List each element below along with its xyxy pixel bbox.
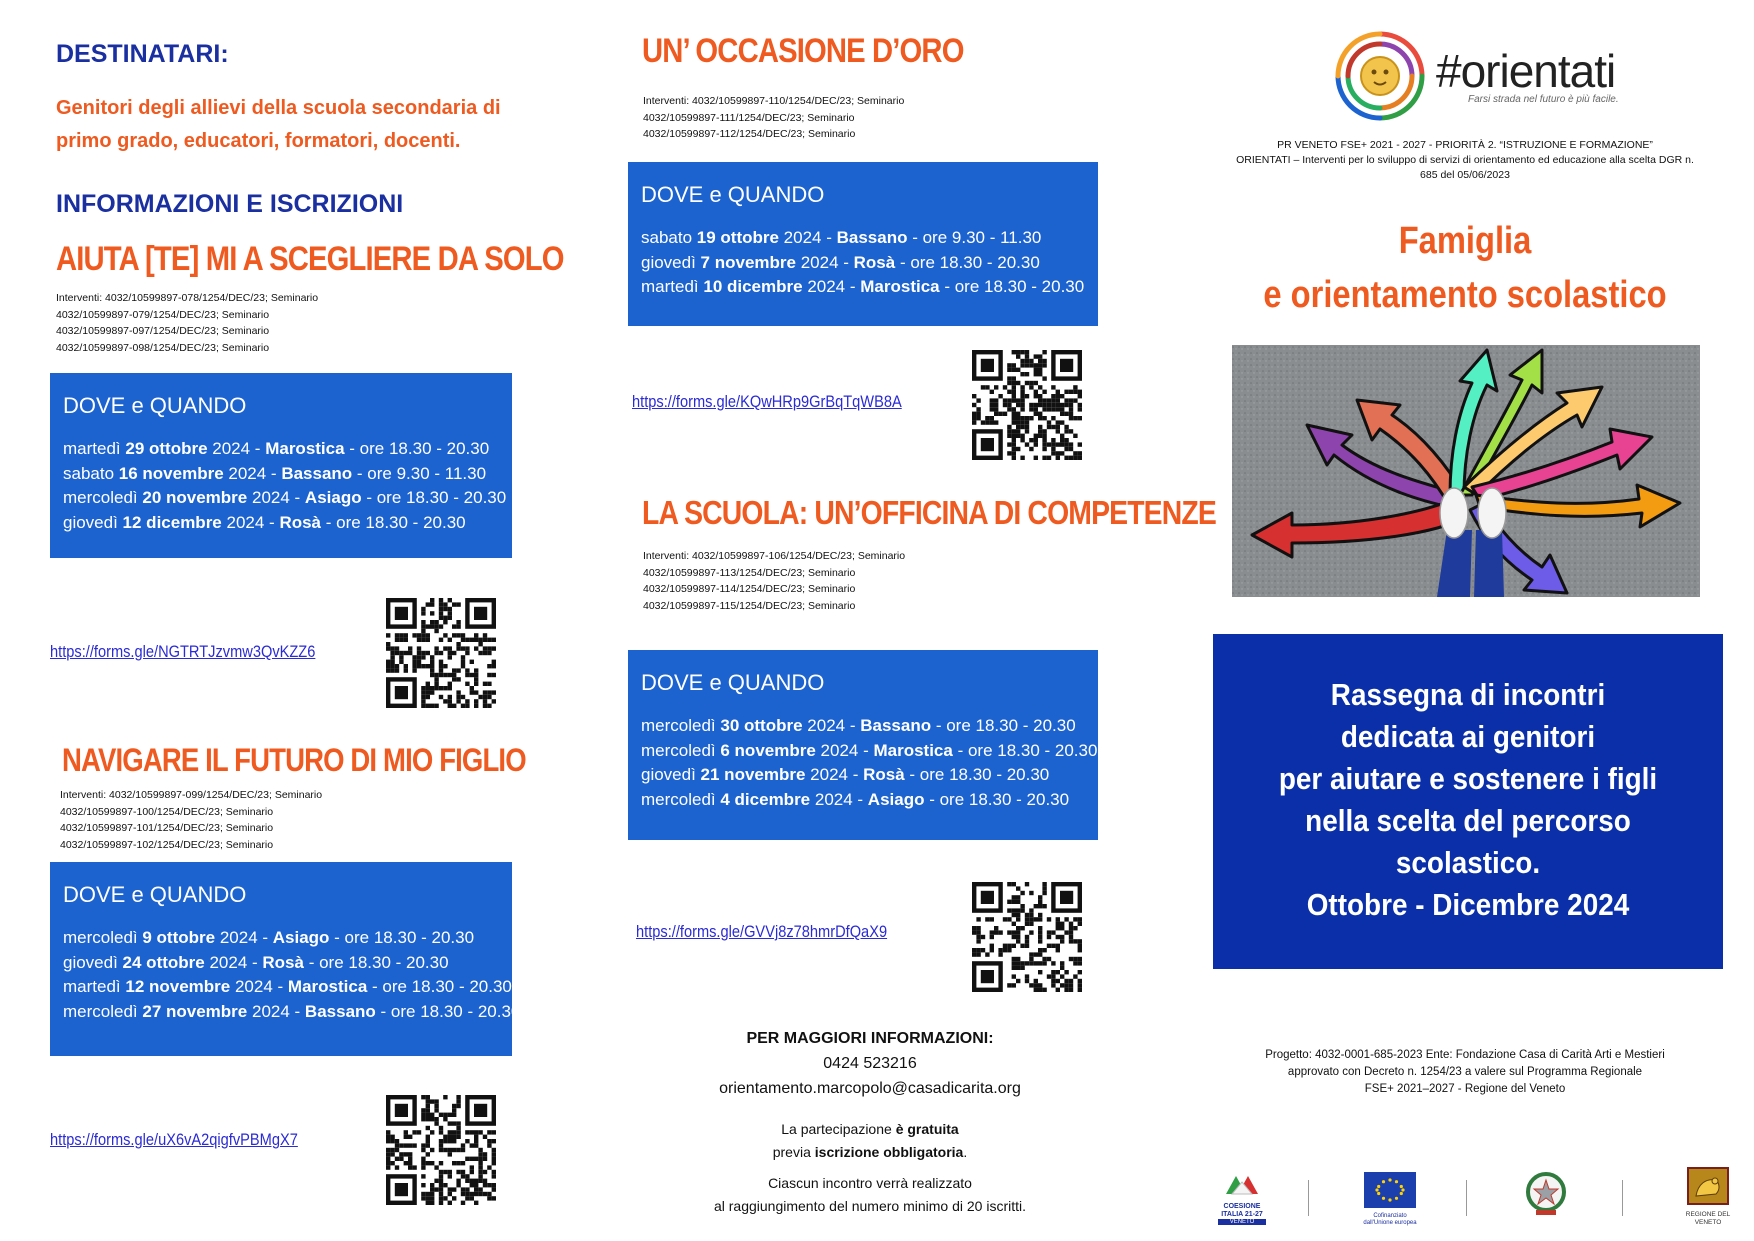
schedule-box-occasione — [628, 162, 1098, 326]
destinatari-text: Genitori degli allievi della scuola secondaria di primo grado, educatori, formatori, docenti. — [56, 97, 501, 152]
codes-scuola — [643, 548, 905, 614]
registration-link-occasione[interactable]: https://forms.gle/KQwHRp9GrBqTqWB8A — [632, 392, 902, 411]
banner-line: nella scelta del percorso — [1305, 803, 1631, 838]
participation-note — [640, 1118, 1100, 1164]
registration-link-navigare[interactable]: https://forms.gle/uX6vA2qigfvPBMgX7 — [50, 1130, 298, 1149]
code-line: 4032/10599897-100/1254/DEC/23; Seminario — [60, 805, 274, 818]
schedule-row: sabato 19 ottobre 2024 - Bassano - ore 9.30 - 11.30 — [641, 228, 1042, 247]
orientati-tagline: Farsi strada nel futuro è più facile. — [1468, 94, 1619, 105]
program-line: PR VENETO FSE+ 2021 - 2027 - PRIORITÀ 2. “ISTRUZIONE E FORMAZIONE” — [1277, 139, 1653, 151]
section-title-occasione: UN’ OCCASIONE D’ORO — [642, 32, 964, 70]
coesione-sub-label: VENETO — [1218, 1219, 1266, 1225]
coesione-label: COESIONE ITALIA 21-27 — [1221, 1203, 1263, 1218]
participation-line-1: La partecipazione è gratuita — [781, 1121, 959, 1137]
codes-navigare — [60, 787, 322, 853]
schedule-row: martedì 10 dicembre 2024 - Marostica - ore 18.30 - 20.30 — [641, 277, 1085, 296]
code-line: Interventi: 4032/10599897-110/1254/DEC/23; Seminario — [643, 95, 905, 107]
main-title — [1215, 214, 1715, 322]
codes-occasione — [643, 93, 904, 143]
minimum-line-1: Ciascun incontro verrà realizzato — [768, 1175, 972, 1191]
qr-code-icon — [972, 350, 1082, 460]
project-line: FSE+ 2021–2027 - Regione del Veneto — [1364, 1083, 1566, 1095]
project-line: Progetto: 4032-0001-685-2023 Ente: Fondazione Casa di Carità Arti e Mestieri — [1265, 1049, 1665, 1061]
eu-label: Cofinanziato dall'Unione europea — [1363, 1213, 1417, 1226]
logo-divider — [1308, 1180, 1309, 1216]
project-line: approvato con Decreto n. 1254/23 a valere sul Programma Regionale — [1287, 1066, 1643, 1078]
italian-republic-emblem-icon — [1522, 1168, 1570, 1218]
schedule-box-scuola — [628, 650, 1098, 840]
schedule-row: sabato 16 novembre 2024 - Bassano - ore 9.30 - 11.30 — [63, 463, 487, 483]
logo-divider — [1466, 1180, 1467, 1216]
schedule-row: giovedì 21 novembre 2024 - Rosà - ore 18.30 - 20.30 — [641, 765, 1050, 784]
code-line: 4032/10599897-098/1254/DEC/23; Seminario — [56, 341, 270, 354]
contact-phone[interactable]: 0424 523216 — [823, 1055, 917, 1072]
code-line: Interventi: 4032/10599897-099/1254/DEC/23; Seminario — [60, 789, 323, 801]
schedule-row: giovedì 24 ottobre 2024 - Rosà - ore 18.30 - 20.30 — [63, 952, 449, 972]
code-line: 4032/10599897-112/1254/DEC/23; Seminario — [643, 128, 856, 140]
qr-code-icon — [386, 598, 496, 708]
schedule-row: martedì 12 novembre 2024 - Marostica - ore 18.30 - 20.30 — [63, 977, 512, 996]
section-title-scuola: LA SCUOLA: UN’OFFICINA DI COMPETENZE — [642, 494, 1216, 531]
schedule-row: giovedì 12 dicembre 2024 - Rosà - ore 18.30 - 20.30 — [63, 512, 466, 532]
code-line: 4032/10599897-079/1254/DEC/23; Seminario — [56, 308, 270, 321]
box-title: DOVE e QUANDO — [63, 882, 247, 907]
description-banner — [1213, 634, 1723, 969]
eu-logo — [1362, 1172, 1418, 1227]
box-title: DOVE e QUANDO — [641, 670, 825, 695]
box-title: DOVE e QUANDO — [641, 182, 825, 207]
code-line: 4032/10599897-111/1254/DEC/23; Seminario — [643, 111, 855, 124]
code-line: 4032/10599897-097/1254/DEC/23; Seminario — [56, 325, 270, 337]
minimum-line-2: al raggiungimento del numero minimo di 20 iscritti. — [713, 1198, 1027, 1214]
qr-code-icon — [972, 882, 1082, 992]
info-title: INFORMAZIONI E ISCRIZIONI — [56, 190, 404, 218]
schedule-row: giovedì 7 novembre 2024 - Rosà - ore 18.30 - 20.30 — [641, 252, 1040, 272]
participation-line-2: previa iscrizione obbligatoria. — [772, 1144, 968, 1160]
section-title-aiuta: AIUTA [TE] MI A SCEGLIERE DA SOLO — [56, 240, 564, 278]
section-title-navigare: NAVIGARE IL FUTURO DI MIO FIGLIO — [62, 742, 526, 778]
registration-link-aiuta[interactable]: https://forms.gle/NGTRTJzvmw3QvKZZ6 — [50, 642, 316, 661]
lion-of-st-mark-icon — [1686, 1166, 1730, 1206]
banner-line: Ottobre - Dicembre 2024 — [1306, 887, 1630, 922]
contact-title: PER MAGGIORI INFORMAZIONI: — [746, 1030, 994, 1047]
code-line: 4032/10599897-115/1254/DEC/23; Seminario — [643, 599, 856, 612]
banner-line: per aiutare e sostenere i figli — [1278, 761, 1658, 796]
schedule-row: mercoledì 4 dicembre 2024 - Asiago - ore 18.30 - 20.30 — [641, 789, 1070, 809]
main-title-line-2: e orientamento scolastico — [1263, 274, 1667, 316]
coesione-icon — [1222, 1170, 1262, 1198]
minimum-note — [640, 1172, 1100, 1218]
schedule-row: mercoledì 27 novembre 2024 - Bassano - ore 18.30 - 20.30 — [63, 1001, 521, 1021]
eu-flag-icon — [1364, 1172, 1416, 1208]
box-title: DOVE e QUANDO — [63, 393, 247, 418]
project-info — [1215, 1047, 1715, 1098]
logo-divider — [1622, 1180, 1623, 1216]
schedule-row: mercoledì 30 ottobre 2024 - Bassano - ore 18.30 - 20.30 — [641, 716, 1076, 735]
program-line: ORIENTATI – Interventi per lo sviluppo di servizi di orientamento ed educazione alla scelta DGR n. — [1236, 154, 1694, 166]
schedule-row: martedì 29 ottobre 2024 - Marostica - ore 18.30 - 20.30 — [63, 439, 490, 458]
banner-line: scolastico. — [1395, 845, 1541, 880]
code-line: Interventi: 4032/10599897-106/1254/DEC/23; Seminario — [643, 550, 906, 562]
code-line: 4032/10599897-101/1254/DEC/23; Seminario — [60, 822, 274, 834]
contact-block — [640, 1026, 1100, 1101]
program-line: 685 del 05/06/2023 — [1420, 169, 1510, 181]
schedule-box-navigare — [50, 862, 521, 1056]
banner-line: dedicata ai genitori — [1340, 719, 1596, 754]
regione-veneto-logo — [1680, 1166, 1736, 1227]
code-line: 4032/10599897-114/1254/DEC/23; Seminario — [643, 583, 856, 595]
main-title-line-1: Famiglia — [1398, 220, 1532, 262]
code-line: 4032/10599897-113/1254/DEC/23; Seminario — [643, 566, 856, 579]
regione-label: REGIONE DEL VENETO — [1685, 1211, 1731, 1226]
qr-code-icon — [386, 1095, 496, 1205]
orientati-logo-icon — [1325, 26, 1435, 126]
program-info — [1215, 138, 1715, 183]
destinatari-title: DESTINATARI: — [56, 40, 229, 68]
code-line: Interventi: 4032/10599897-078/1254/DEC/23; Seminario — [56, 292, 319, 304]
schedule-row: mercoledì 9 ottobre 2024 - Asiago - ore 18.30 - 20.30 — [63, 928, 475, 947]
schedule-row: mercoledì 20 novembre 2024 - Asiago - ore 18.30 - 20.30 — [63, 488, 507, 507]
arrows-illustration — [1232, 345, 1700, 597]
registration-link-scuola[interactable]: https://forms.gle/GVVj8z78hmrDfQaX9 — [636, 922, 888, 941]
contact-email[interactable]: orientamento.marcopolo@casadicarita.org — [719, 1080, 1021, 1097]
orientati-logo-text: #orientati — [1436, 45, 1616, 97]
coesione-italia-logo — [1218, 1170, 1266, 1225]
code-line: 4032/10599897-102/1254/DEC/23; Seminario — [60, 838, 274, 851]
schedule-row: mercoledì 6 novembre 2024 - Marostica - ore 18.30 - 20.30 — [641, 740, 1098, 760]
codes-aiuta — [56, 290, 318, 356]
banner-line: Rassegna di incontri — [1330, 677, 1606, 712]
schedule-box-aiuta — [50, 373, 512, 558]
